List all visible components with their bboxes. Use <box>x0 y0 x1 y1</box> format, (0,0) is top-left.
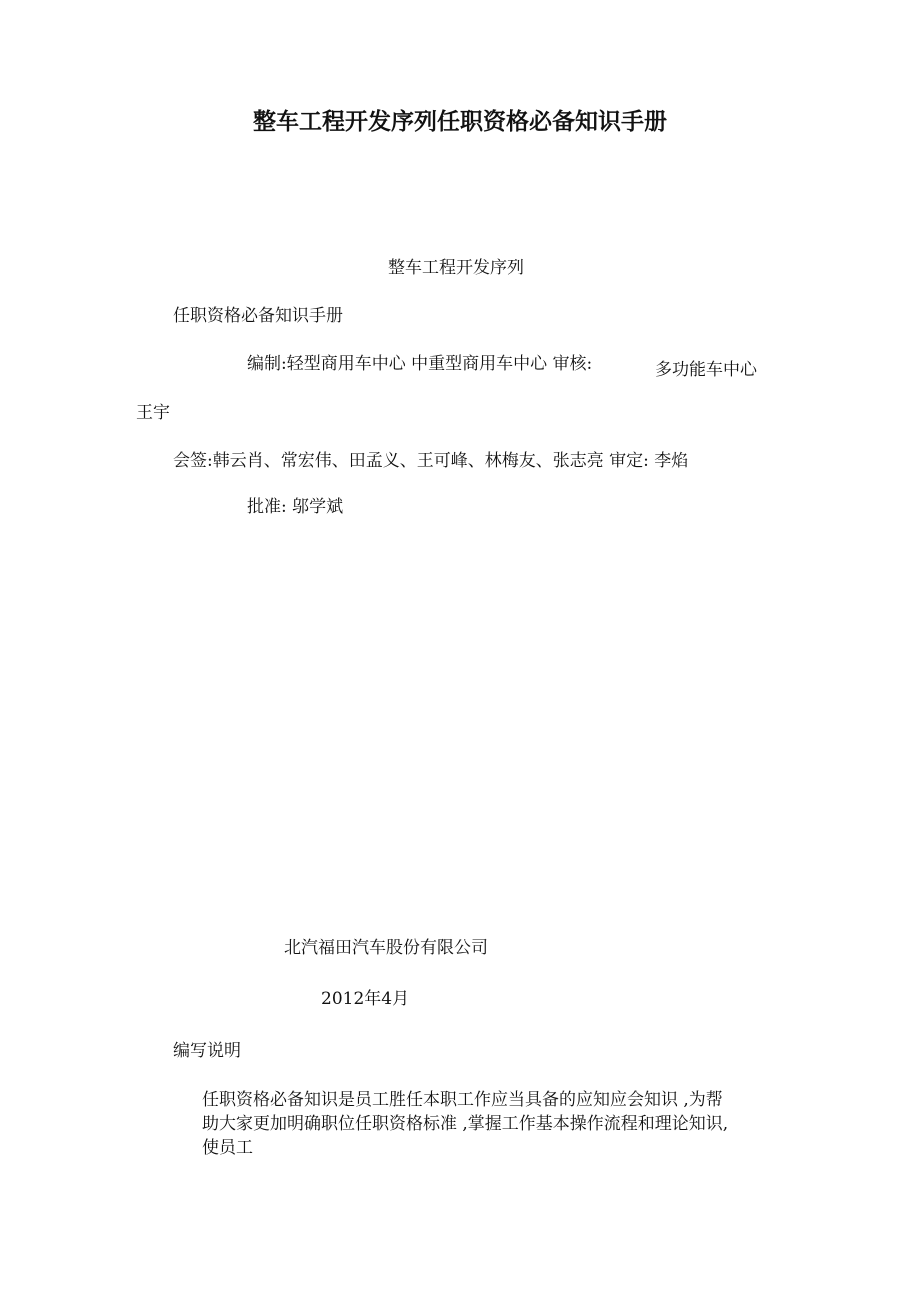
document-title: 整车工程开发序列任职资格必备知识手册 <box>253 109 667 135</box>
series-heading: 整车工程开发序列 <box>388 258 524 278</box>
section-heading: 编写说明 <box>173 1041 241 1061</box>
company-name: 北汽福田汽车股份有限公司 <box>284 938 488 958</box>
intro-paragraph <box>202 1088 782 1160</box>
reviewer-name: 王宇 <box>136 403 170 423</box>
manual-name: 任职资格必备知识手册 <box>173 306 343 326</box>
countersign-line: 会签:韩云肖、常宏伟、田孟义、王可峰、林梅友、张志亮 审定: 李焰 <box>173 451 689 471</box>
approval-line: 批准: 邬学斌 <box>247 497 344 517</box>
compiled-line: 编制:轻型商用车中心 中重型商用车中心 审核: <box>247 354 593 374</box>
paragraph-line: 使员工 <box>202 1138 253 1158</box>
paragraph-line: 助大家更加明确职位任职资格标准 ,掌握工作基本操作流程和理论知识, <box>202 1114 729 1134</box>
paragraph-line: 任职资格必备知识是员工胜任本职工作应当具备的应知应会知识 ,为帮 <box>202 1090 723 1110</box>
document-date: 2012年4月 <box>321 989 410 1009</box>
compiled-extra: 多功能车中心 <box>655 360 757 380</box>
